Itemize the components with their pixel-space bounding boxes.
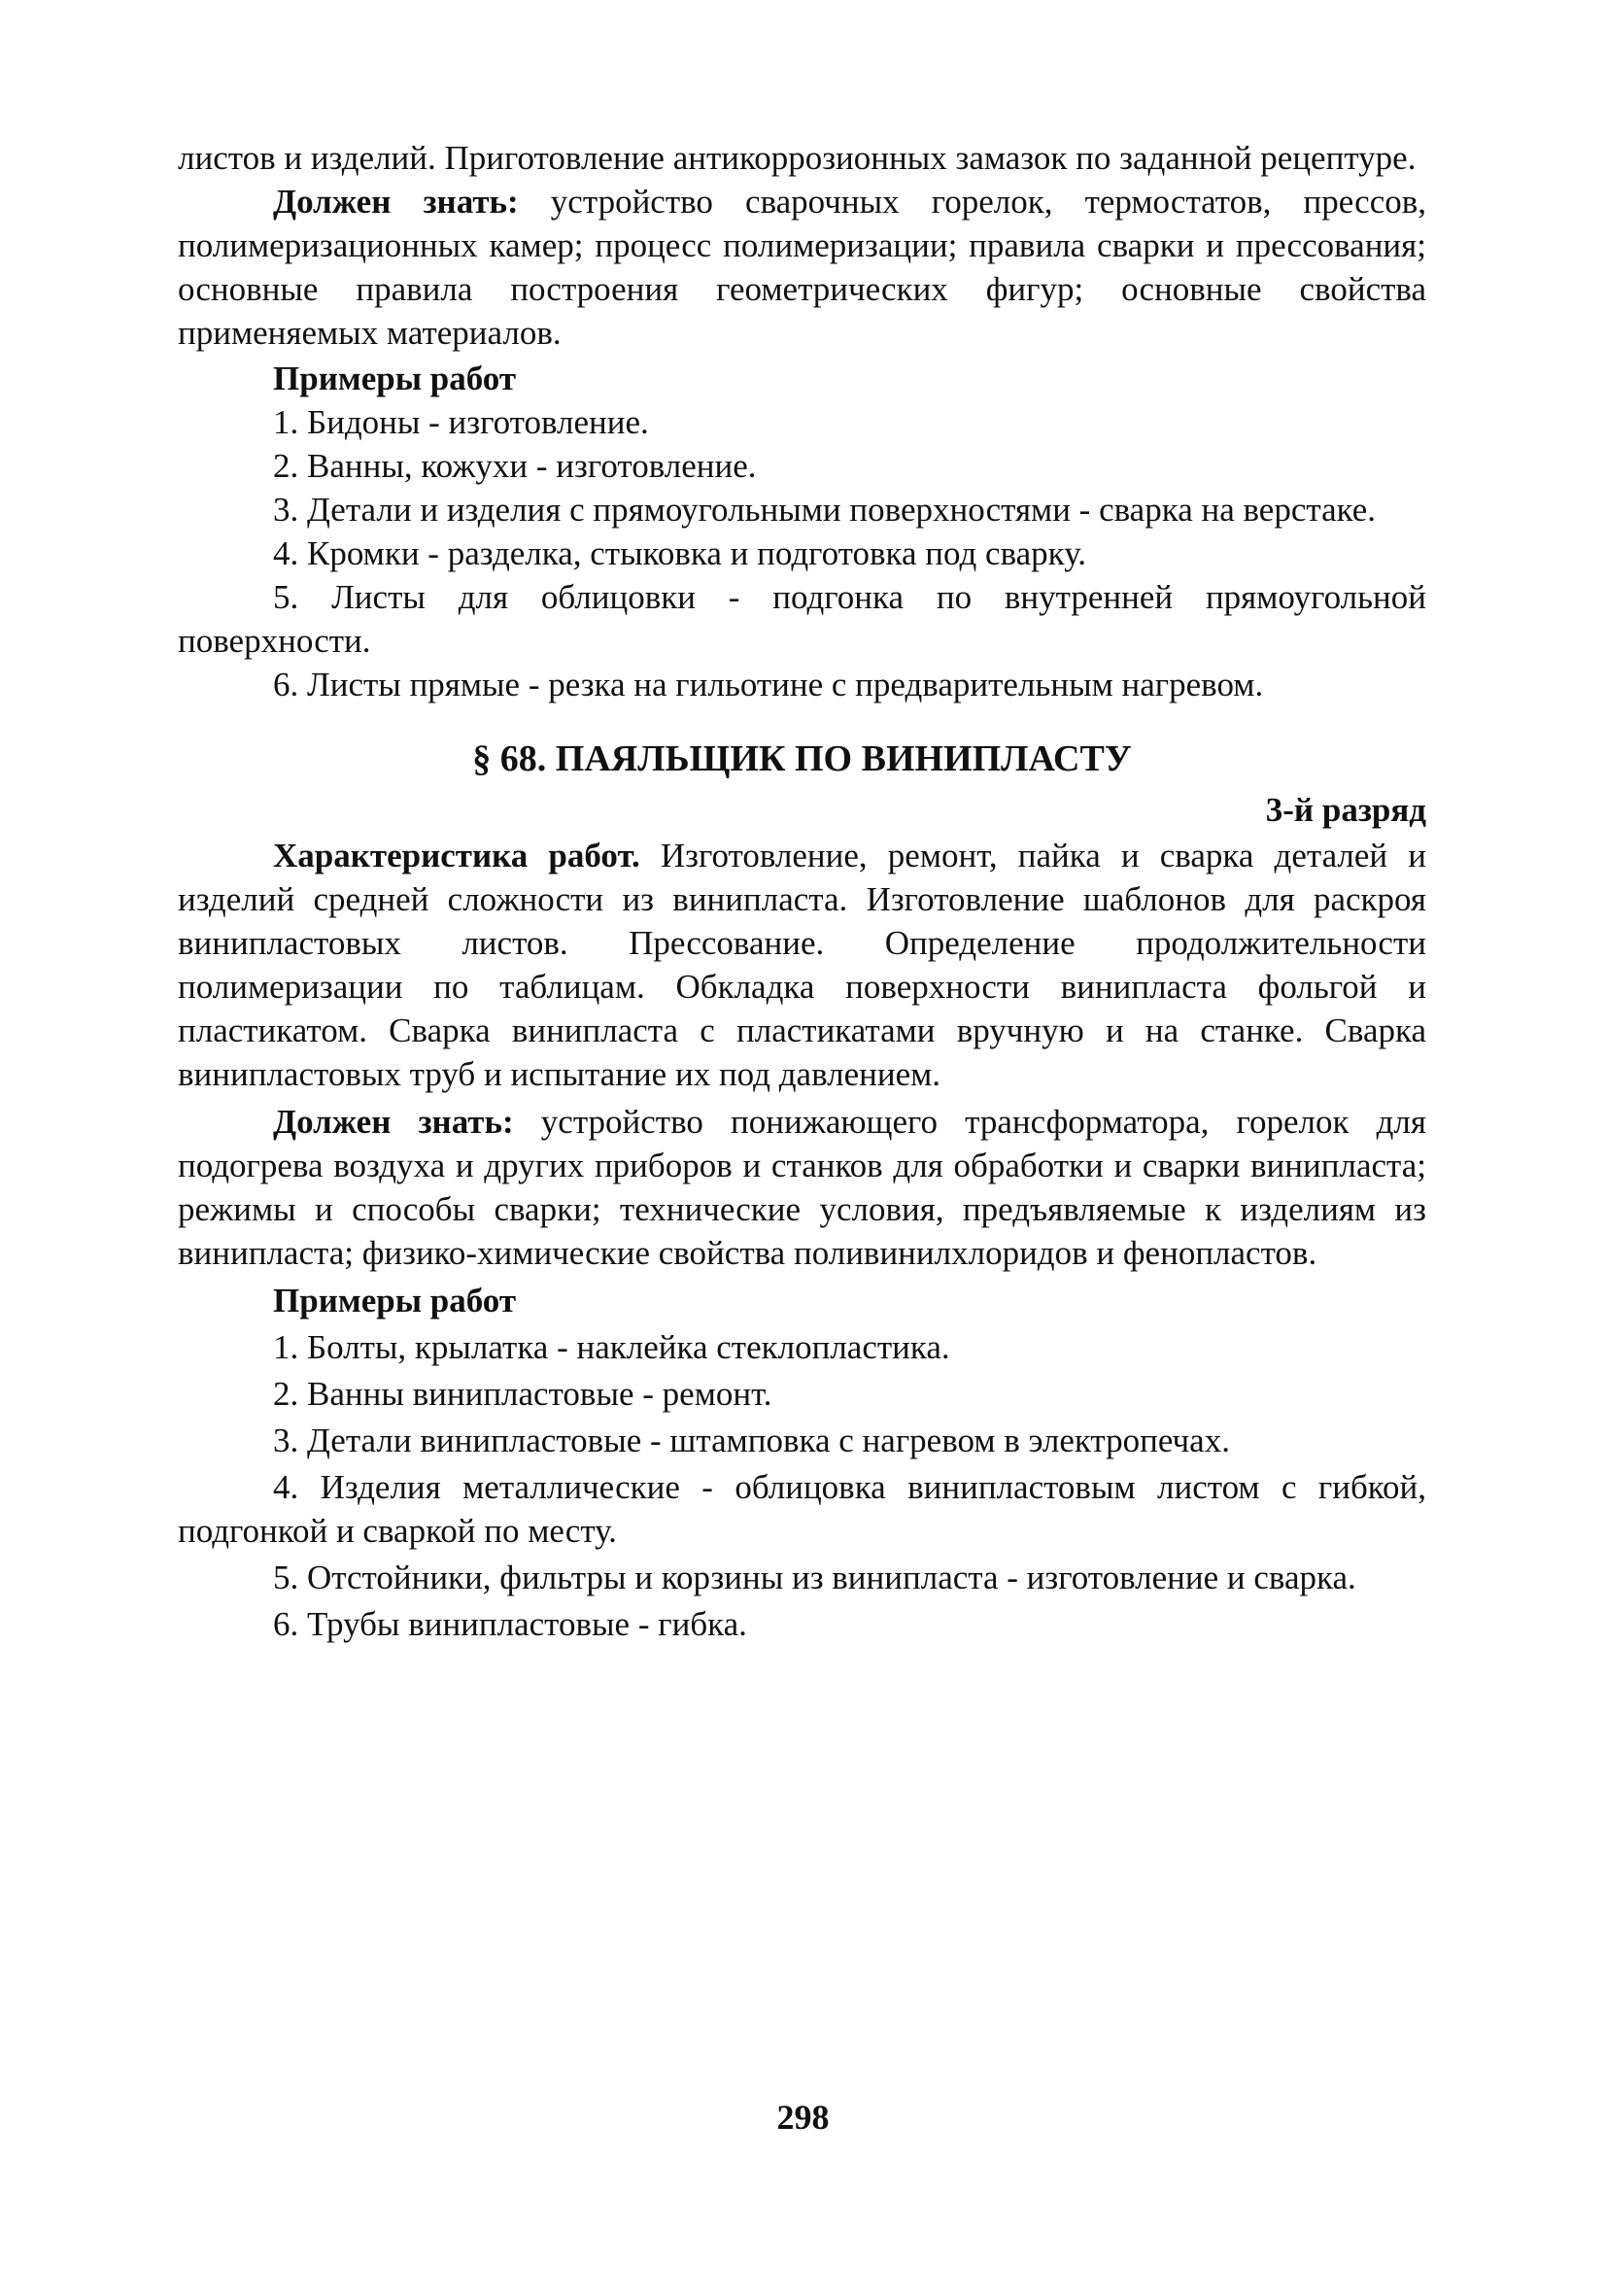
section-example-item: 4. Изделия металлические - облицовка винипластовым листом с гибкой, подгонкой и сваркой по месту. — [178, 1468, 1426, 1550]
intro-examples-heading: Примеры работ — [273, 360, 517, 397]
section-knowledge-label: Должен знать: — [273, 1103, 514, 1141]
characteristics-label: Характеристика работ. — [273, 837, 640, 874]
section-examples-heading: Примеры работ — [273, 1282, 517, 1319]
characteristics-text: Изготовление, ремонт, пайка и сварка деталей и изделий средней сложности из винипласта. Изготовление шаблонов для раскроя винипластовых листов. Прессование. Определение продолжительности полимеризации по таблицам. Обкладка поверхности винипласта фольгой и пластикатом. Сварка винипласта с пластикатами вручную и на станке. Сварка винипластовых труб и испытание их под давлением. — [178, 837, 1426, 1093]
section-example-item: 3. Детали винипластовые - штамповка с нагревом в электропечах. — [273, 1422, 1230, 1459]
section-knowledge-text: устройство понижающего трансформатора, горелок для подогрева воздуха и других приборов и станков для обработки и сварки винипласта; режимы и способы сварки; технические условия, предъявляемые к изделиям из винипласта; физико-химические свойства поливинилхлоридов и фенопластов. — [178, 1103, 1426, 1272]
section-example-item: 6. Трубы винипластовые - гибка. — [273, 1605, 747, 1643]
page-content — [178, 136, 1426, 1646]
characteristics-paragraph — [178, 834, 1426, 1096]
intro-continuation: листов и изделий. Приготовление антикоррозионных замазок по заданной рецептуре. — [178, 139, 1417, 177]
intro-example-item: 5. Листы для облицовки - подгонка по внутренней прямоугольной поверхности. — [178, 578, 1426, 660]
intro-example-item: 6. Листы прямые - резка на гильотине с предварительным нагревом. — [273, 666, 1264, 703]
section-example-item: 5. Отстойники, фильтры и корзины из винипласта - изготовление и сварка. — [273, 1559, 1356, 1596]
section-example-item: 1. Болты, крылатка - наклейка стеклопластика. — [273, 1328, 950, 1366]
intro-example-item: 4. Кромки - разделка, стыковка и подготовка под сварку. — [273, 534, 1086, 572]
intro-example-item: 3. Детали и изделия с прямоугольными поверхностями - сварка на верстаке. — [273, 491, 1377, 529]
intro-knowledge-text: устройство сварочных горелок, термостатов, прессов, полимеризационных камер; процесс полимеризации; правила сварки и прессования; основные правила построения геометрических фигур; основные свойства применяемых материалов. — [178, 183, 1427, 352]
intro-knowledge-label: Должен знать: — [273, 183, 519, 221]
section-example-item: 2. Ванны винипластовые - ремонт. — [273, 1375, 772, 1413]
section-title: § 68. ПАЯЛЬЩИК ПО ВИНИПЛАСТУ — [472, 738, 1132, 779]
intro-example-item: 2. Ванны, кожухи - изготовление. — [273, 447, 757, 485]
rank-label: 3-й разряд — [1265, 791, 1426, 829]
page-number: 298 — [776, 2098, 830, 2137]
intro-knowledge-paragraph — [178, 180, 1426, 355]
section-knowledge-paragraph — [178, 1100, 1426, 1275]
intro-example-item: 1. Бидоны - изготовление. — [273, 403, 649, 441]
section-body — [178, 834, 1426, 1646]
